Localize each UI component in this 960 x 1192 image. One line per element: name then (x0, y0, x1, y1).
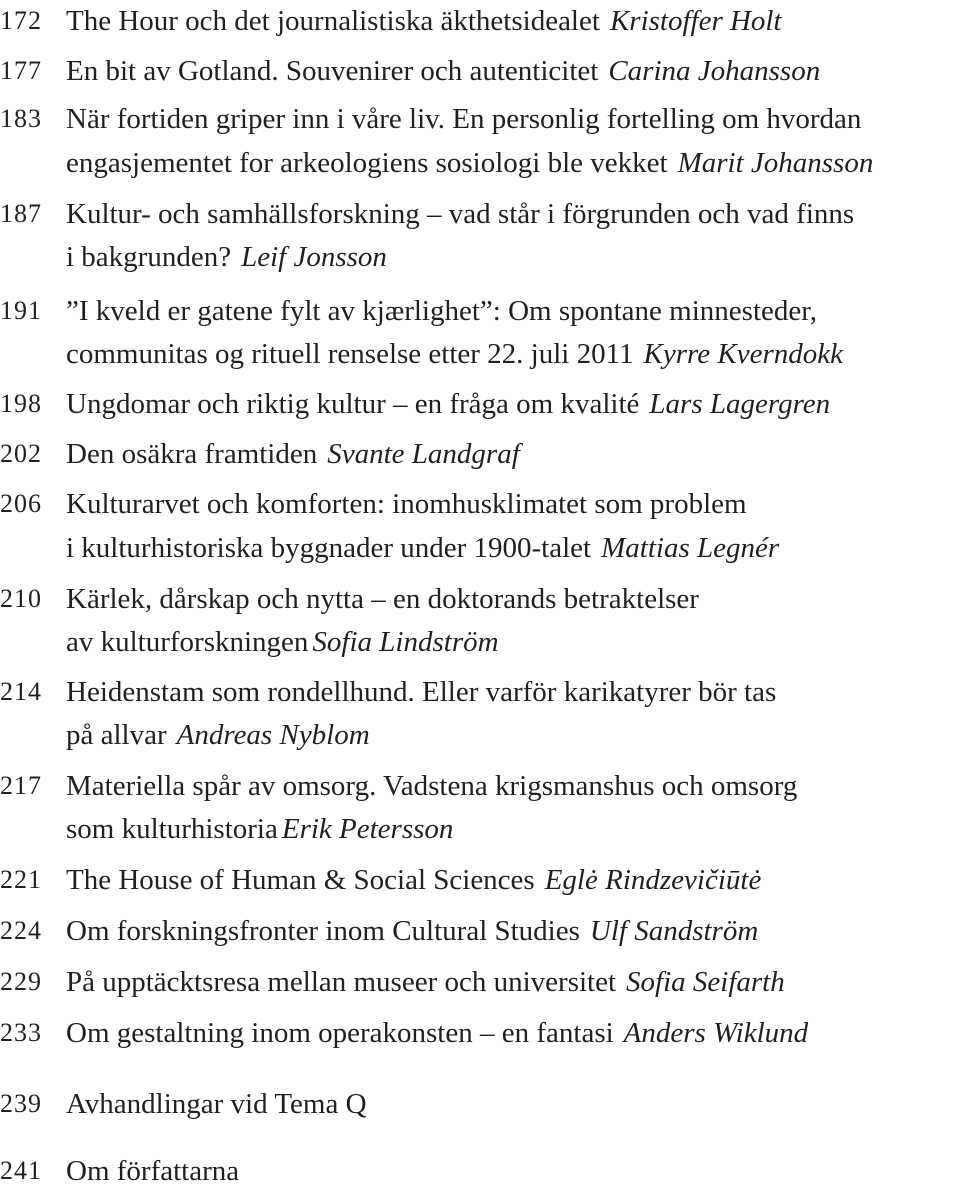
page-number: 224 (0, 916, 42, 945)
page-number: 183 (0, 104, 42, 133)
entry-author: Kyrre Kverndokk (643, 338, 843, 370)
entry-title: På upptäcktsresa mellan museer och universitet (66, 966, 617, 998)
page-number: 191 (0, 296, 42, 325)
entry-title-continued: på allvar (66, 719, 167, 751)
entry-author: Lars Lagergren (649, 388, 831, 420)
entry-author: Svante Landgraf (327, 438, 520, 470)
page-number: 229 (0, 967, 42, 996)
entry-author: Ulf Sandström (589, 915, 759, 947)
entry-title: The House of Human & Social Sciences (66, 864, 535, 896)
entry-title: Avhandlingar vid Tema Q (66, 1088, 367, 1120)
entry-author: Eglė Rindzevičiūtė (544, 864, 762, 896)
page-number: 172 (0, 6, 42, 35)
page-number: 239 (0, 1089, 42, 1118)
entry-title-continued: i kulturhistoriska byggnader under 1900-talet (66, 532, 592, 564)
entry-author: Sofia Seifarth (626, 966, 785, 998)
page-number: 241 (0, 1156, 42, 1185)
entry-title-continued: engasjementet for arkeologiens sosiologi ble vekket (66, 147, 668, 179)
entry-author: Kristoffer Holt (609, 5, 782, 37)
entry-title-continued: som kulturhistoria (66, 813, 278, 845)
entry-title: När fortiden griper inn i våre liv. En personlig fortelling om hvordan (66, 103, 862, 135)
page-number: 217 (0, 771, 42, 800)
entry-author: Andreas Nyblom (176, 719, 370, 751)
entry-title: Om författarna (66, 1155, 240, 1187)
entry-author: Marit Johansson (677, 147, 874, 179)
entry-title: Heidenstam som rondellhund. Eller varför karikatyrer bör tas (66, 676, 777, 708)
entry-title: En bit av Gotland. Souvenirer och autenticitet (66, 55, 599, 87)
entry-author: Leif Jonsson (241, 241, 387, 273)
page-number: 177 (0, 56, 42, 85)
entry-title: ”I kveld er gatene fylt av kjærlighet”: Om spontane minnesteder, (66, 295, 817, 327)
entry-title: Den osäkra framtiden (66, 438, 318, 470)
entry-author: Sofia Lindström (312, 626, 499, 658)
entry-author: Anders Wiklund (623, 1017, 809, 1049)
entry-author: Carina Johansson (608, 55, 821, 87)
entry-title-continued: av kulturforskningen (66, 626, 309, 658)
entry-title: Om gestaltning inom operakonsten – en fantasi (66, 1017, 614, 1049)
entry-title: Kultur- och samhällsforskning – vad står i förgrunden och vad finns (66, 198, 855, 230)
entry-title-continued: communitas og rituell renselse etter 22. juli 2011 (66, 338, 634, 370)
page-number: 202 (0, 439, 42, 468)
page-number: 233 (0, 1018, 42, 1047)
page-number: 206 (0, 489, 42, 518)
entry-title: Ungdomar och riktig kultur – en fråga om kvalité (66, 388, 640, 420)
entry-title: Materiella spår av omsorg. Vadstena krigsmanshus och omsorg (66, 770, 798, 802)
entry-title: Kärlek, dårskap och nytta – en doktorands betraktelser (66, 583, 699, 615)
entry-title-continued: i bakgrunden? (66, 241, 232, 273)
page-number: 214 (0, 677, 42, 706)
page-number: 198 (0, 389, 42, 418)
entry-title: The Hour och det journalistiska äkthetsidealet (66, 5, 600, 37)
page-number: 210 (0, 584, 42, 613)
entry-author: Erik Petersson (281, 813, 454, 845)
page-number: 221 (0, 865, 42, 894)
page-number: 187 (0, 199, 42, 228)
entry-author: Mattias Legnér (601, 532, 780, 564)
entry-title: Om forskningsfronter inom Cultural Studies (66, 915, 580, 947)
entry-title: Kulturarvet och komforten: inomhusklimatet som problem (66, 488, 747, 520)
